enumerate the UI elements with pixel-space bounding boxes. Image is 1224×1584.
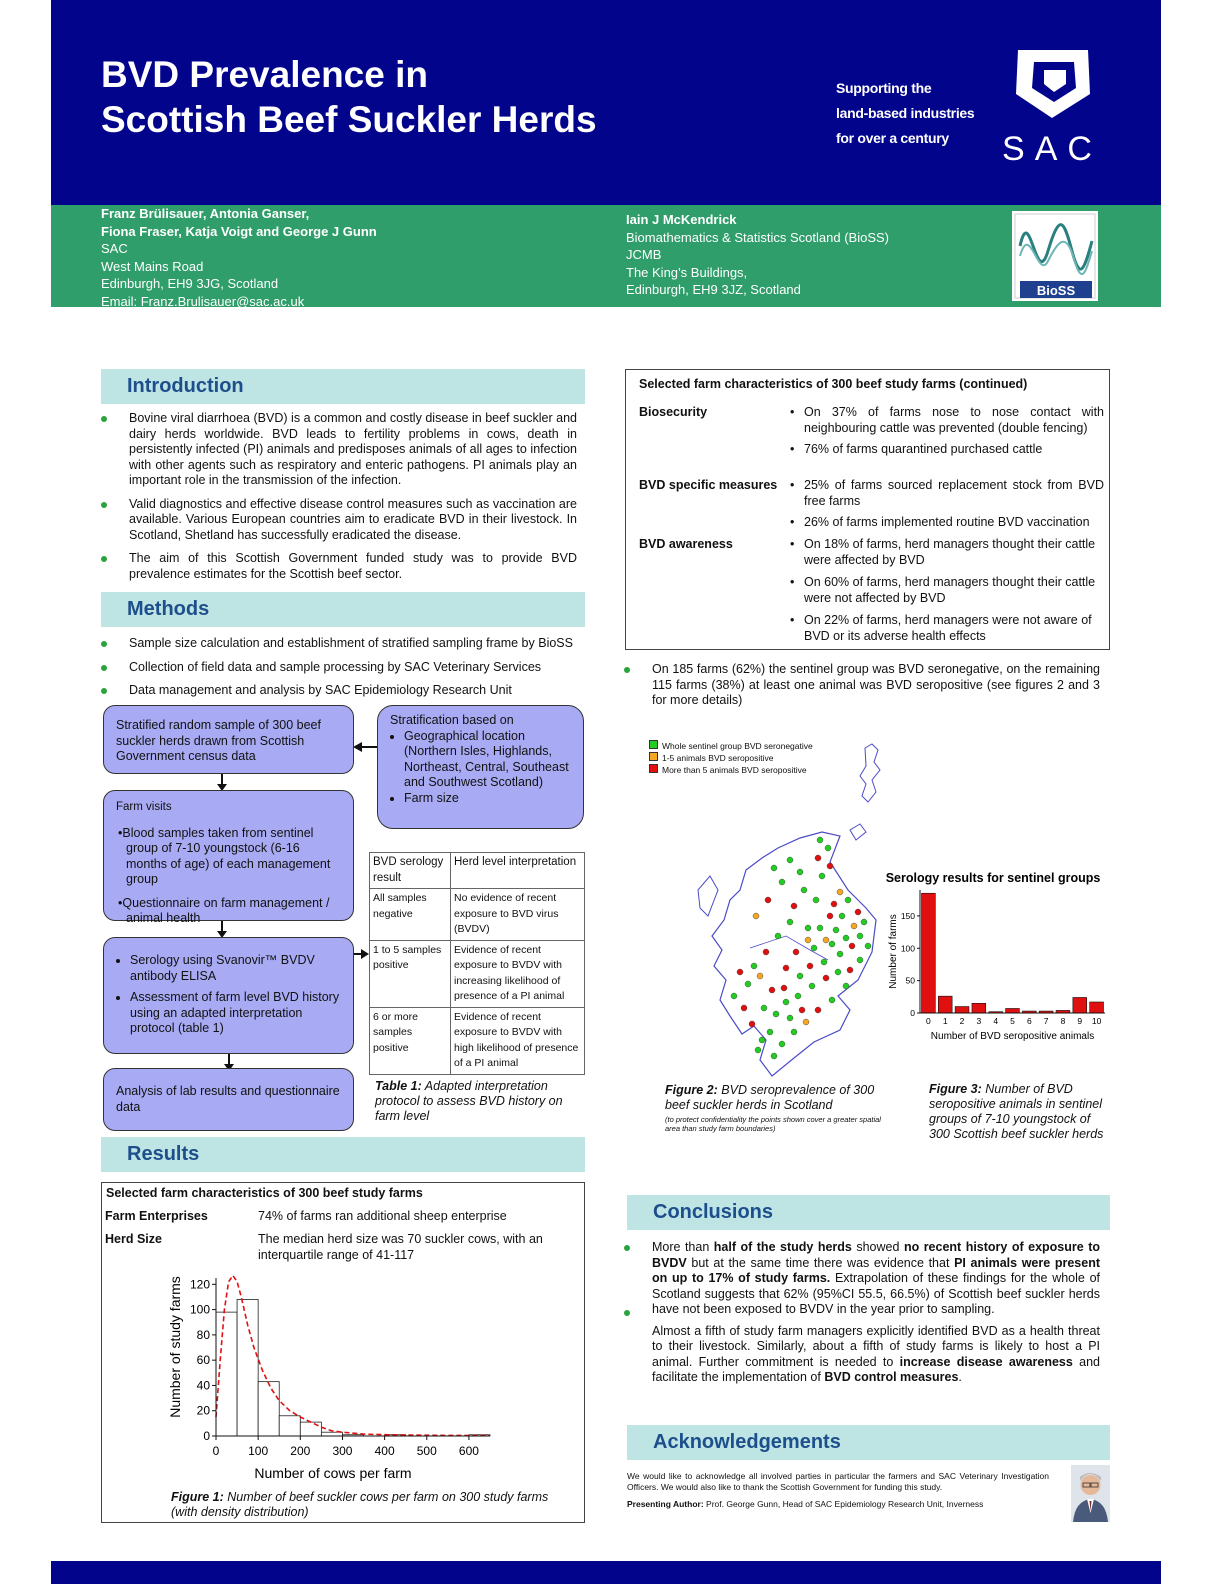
- methods-bullet-2: Collection of field data and sample processing by SAC Veterinary Services: [101, 660, 601, 676]
- acknowledgements-text: We would like to acknowledge all involved parties in particular the farmers and SAC Veterinary Investigation Officers. We would also like to thank the Scottish Government for funding this study.: [627, 1471, 1049, 1492]
- sac-logo-text: SAC: [1002, 130, 1102, 166]
- conclusions-bullet-2: [624, 1324, 1100, 1386]
- farm-point: [851, 923, 857, 929]
- x-tick-label: 1: [942, 1016, 948, 1026]
- y-axis-label: Number of study farms: [167, 1276, 183, 1418]
- x-tick-label: 7: [1043, 1016, 1049, 1026]
- farm-point: [791, 1029, 797, 1035]
- farm-point: [787, 1015, 793, 1021]
- farm-point: [765, 897, 771, 903]
- author-names-1: Franz Brülisauer, Antonia Ganser,: [101, 206, 310, 221]
- x-tick-label: 2: [959, 1016, 965, 1026]
- arrowhead-left-icon: [353, 742, 362, 752]
- histogram-bar: [300, 1422, 321, 1436]
- farm-point: [827, 913, 833, 919]
- biosecurity-list: [790, 405, 1104, 464]
- farm-point: [825, 845, 831, 851]
- farm-point: [809, 983, 815, 989]
- conclusions-text-1: More than half of the study herds showed no recent history of exposure to BVDV but at the same time there was evidence that PI animals were present on up to 17% of study farms. Extrapolation of these findings for the whole of Scotland suggests that 62% (95%CI 55.5, 66.5%) of Scottish beef suckler herds have not been exposed to BVDV in the year prior to sampling.: [652, 1240, 1100, 1316]
- results-heading: Results: [101, 1137, 585, 1172]
- bioss-logo-text: BioSS: [1036, 283, 1076, 298]
- introduction-list: [101, 411, 577, 590]
- tagline: [836, 76, 974, 151]
- legend-item-over-5: More than 5 animals BVD seropositive: [649, 764, 813, 776]
- presenter-photo: [1071, 1465, 1110, 1522]
- farm-point: [817, 837, 823, 843]
- histogram-bar: [321, 1432, 342, 1436]
- results-box-title: Selected farm characteristics of 300 beef study farms: [106, 1186, 423, 1200]
- farm-point: [753, 913, 759, 919]
- histogram-bar: [237, 1299, 258, 1436]
- farm-point: [835, 969, 841, 975]
- farm-point: [783, 965, 789, 971]
- table-row: [370, 940, 585, 1007]
- presenting-author: Presenting Author: Prof. George Gunn, Head of SAC Epidemiology Research Unit, Inverness: [627, 1499, 984, 1509]
- biosecurity-item-2: • 76% of farms quarantined purchased cattle: [790, 442, 1104, 458]
- farm-point: [849, 943, 855, 949]
- bvd-awareness-item-1: • On 18% of farms, herd managers thought their cattle were affected by BVD: [790, 537, 1104, 568]
- bar: [972, 1003, 986, 1013]
- arrow-strat-to-sample: [360, 746, 377, 748]
- farm-point: [793, 949, 799, 955]
- footer-bar: [51, 1561, 1161, 1584]
- stratification-item-2: • Farm size: [404, 791, 571, 807]
- x-tick-label: 10: [1091, 1016, 1102, 1026]
- farm-point: [775, 933, 781, 939]
- farm-point: [787, 919, 793, 925]
- coauthor-address-2: JCMB: [626, 247, 662, 262]
- farm-point: [799, 1007, 805, 1013]
- farm-point: [823, 937, 829, 943]
- sac-logo-icon: [990, 44, 1115, 166]
- conclusions-list: [624, 1240, 1100, 1394]
- authors-left: [101, 205, 377, 310]
- farm-point: [827, 863, 833, 869]
- conclusions-bullet-1: [624, 1240, 1100, 1318]
- farm-point: [797, 869, 803, 875]
- continued-box-title: Selected farm characteristics of 300 beef study farms (continued): [639, 377, 1028, 391]
- introduction-heading: Introduction: [101, 369, 585, 404]
- farm-enterprises-value: 74% of farms ran additional sheep enterprise: [258, 1209, 507, 1223]
- farm-point: [843, 983, 849, 989]
- y-axis-label: Number of farms: [888, 914, 899, 989]
- tagline-line-3: for over a century: [836, 130, 949, 146]
- serology-item-2: • Assessment of farm level BVD history using an adapted interpretation protocol (table 1): [130, 990, 341, 1037]
- farm-enterprises-label: Farm Enterprises: [105, 1209, 208, 1223]
- figure-1-caption: Figure 1: Number of beef suckler cows per farm on 300 study farms (with density distribution): [171, 1490, 549, 1519]
- figure-3-caption: Figure 3: Number of BVD seropositive animals in sentinel groups of 7-10 youngstock of 300 Scottish beef suckler herds: [929, 1082, 1104, 1141]
- coauthor-name: Iain J McKendrick: [626, 212, 737, 227]
- farm-point: [783, 999, 789, 1005]
- y-tick-label: 0: [203, 1429, 210, 1443]
- bvd-measures-list: [790, 478, 1104, 537]
- farm-point: [781, 985, 787, 991]
- farm-point: [737, 969, 743, 975]
- flow-box-farm-visits: [103, 790, 354, 925]
- authors-right: [626, 211, 889, 299]
- poster-title: [101, 52, 661, 142]
- histogram-bar: [258, 1382, 279, 1436]
- flow-box-serology: [103, 937, 354, 1054]
- farm-point: [797, 973, 803, 979]
- y-tick-label: 40: [196, 1378, 210, 1393]
- farm-point: [839, 913, 845, 919]
- bar: [938, 996, 952, 1013]
- farm-point: [815, 1007, 821, 1013]
- farm-point: [791, 903, 797, 909]
- farm-point: [861, 919, 867, 925]
- farm-point: [817, 925, 823, 931]
- farm-point: [757, 973, 763, 979]
- farm-point: [779, 1041, 785, 1047]
- table-cell: All samples negative: [370, 889, 451, 941]
- y-tick-label: 100: [900, 943, 915, 954]
- western-isles-outline: [698, 876, 718, 916]
- x-tick-label: 400: [374, 1444, 395, 1458]
- conclusions-text-2: Almost a fifth of study farm managers explicitly identified BVD as a health threat to their livestock. Similarly, about a fifth of study farms is likely to host a PI animal. Further commitment is needed to increase disease awareness and facilitate the implementation of BVD control measures.: [652, 1323, 1100, 1384]
- bioss-wave-icon: [1012, 211, 1098, 301]
- farm-visits-title: Farm visits: [116, 801, 172, 813]
- y-tick-label: 80: [196, 1327, 210, 1342]
- acknowledgements-heading: Acknowledgements: [627, 1425, 1110, 1460]
- farm-point: [805, 925, 811, 931]
- bar: [1006, 1008, 1020, 1013]
- farm-point: [759, 1037, 765, 1043]
- sentinel-paragraph: On 185 farms (62%) the sentinel group was BVD seronegative, on the remaining 115 farms (38%) at least one animal was BVD seropositive (see figures 2 and 3 for more details): [624, 662, 1100, 717]
- x-tick-label: 0: [212, 1444, 220, 1458]
- author-names-2: Fiona Fraser, Katja Voigt and George J Gunn: [101, 223, 377, 239]
- coauthor-address-1: Biomathematics & Statistics Scotland (BioSS): [626, 229, 889, 245]
- farm-point: [769, 987, 775, 993]
- farm-visits-item-2: •Questionnaire on farm management / animal health: [118, 895, 330, 925]
- figure-1-histogram: [160, 1268, 510, 1486]
- farm-point: [779, 879, 785, 885]
- arrowhead-right-icon: [361, 949, 369, 959]
- bvd-measures-item-1: • 25% of farms sourced replacement stock from BVD free farms: [790, 478, 1104, 509]
- title-line-1: BVD Prevalence in: [101, 54, 428, 95]
- biosecurity-label: Biosecurity: [639, 405, 708, 419]
- coauthor-address-3: The King’s Buildings,: [626, 264, 748, 280]
- herd-size-value: The median herd size was 70 suckler cows, with an interquartile range of 41-117: [258, 1232, 543, 1262]
- author-address-2: West Mains Road: [101, 258, 204, 274]
- serology-item-1: • Serology using Svanovir™ BVDV antibody ELISA: [130, 953, 341, 984]
- x-tick-label: 6: [1026, 1016, 1032, 1026]
- bvd-measures-label: BVD specific measures: [639, 478, 778, 492]
- table-row: [370, 1007, 585, 1074]
- farm-point: [847, 967, 853, 973]
- scotland-map: [690, 740, 910, 1080]
- farm-point: [805, 937, 811, 943]
- author-address-3: Edinburgh, EH9 3JG, Scotland: [101, 276, 279, 291]
- farm-point: [823, 975, 829, 981]
- figure-2-caption: Figure 2: BVD seroprevalence of 300 beef suckler herds in Scotland: [665, 1083, 875, 1112]
- orkney-outline: [850, 824, 866, 840]
- introduction-bullet-1: Bovine viral diarrhoea (BVD) is a common and costly disease in beef suckler and dairy herds worldwide. BVD leads to fertility problems in cows, death in persistently infected (PI) animals and predisposes animals of all ages to infection with other agents such as respiratory and enteric pathogens. PI animals play an important role in the transmission of the infection.: [101, 411, 577, 489]
- figure-2-note: (to protect confidentiality the points shown cover a greater spatial area than study farm boundaries): [665, 1115, 881, 1133]
- author-email[interactable]: Email: Franz.Brulisauer@sac.ac.uk: [101, 293, 305, 309]
- farm-point: [831, 901, 837, 907]
- bar: [1090, 1002, 1104, 1013]
- x-tick-label: 8: [1060, 1016, 1066, 1026]
- x-tick-label: 600: [458, 1444, 479, 1458]
- farm-point: [837, 951, 843, 957]
- tagline-line-2: land-based industries: [836, 105, 975, 121]
- x-tick-label: 200: [290, 1444, 311, 1458]
- x-tick-label: 0: [926, 1016, 931, 1026]
- methods-list: [101, 636, 601, 707]
- table-cell: 1 to 5 samples positive: [370, 940, 451, 1007]
- bvd-awareness-item-2: • On 60% of farms, herd managers thought their cattle were not affected by BVD: [790, 575, 1104, 606]
- farm-point: [819, 873, 825, 879]
- farm-point: [763, 949, 769, 955]
- figure-3-bar-chart: [880, 865, 1110, 1045]
- methods-bullet-1: Sample size calculation and establishment of stratified sampling frame by BioSS: [101, 636, 601, 652]
- table-cell: No evidence of recent exposure to BVD virus (BVDV): [451, 889, 585, 941]
- coauthor-address-4: Edinburgh, EH9 3JZ, Scotland: [626, 282, 801, 297]
- farm-point: [807, 963, 813, 969]
- farm-point: [833, 927, 839, 933]
- interpretation-table: [369, 852, 585, 1075]
- person-icon: [1071, 1465, 1110, 1522]
- title-line-2: Scottish Beef Suckler Herds: [101, 99, 597, 140]
- farm-point: [829, 941, 835, 947]
- farm-point: [829, 997, 835, 1003]
- farm-point: [771, 865, 777, 871]
- y-tick-label: 150: [900, 910, 915, 921]
- table-cell: Evidence of recent exposure to BVDV with increasing likelihood of presence of a PI animal: [451, 940, 585, 1007]
- legend-item-seronegative: Whole sentinel group BVD seronegative: [649, 740, 813, 752]
- farm-point: [755, 1047, 761, 1053]
- y-tick-label: 100: [189, 1302, 210, 1317]
- table-cell: 6 or more samples positive: [370, 1007, 451, 1074]
- farm-point: [821, 959, 827, 965]
- introduction-bullet-2: Valid diagnostics and effective disease control measures such as vaccination are available. Various European countries aim to eradicate BVD in their livestock. In Scotland, Shetland has successfully eradicated the disease.: [101, 497, 577, 544]
- y-tick-label: 120: [189, 1277, 210, 1292]
- farm-point: [745, 981, 751, 987]
- table-1-caption: Table 1: Adapted interpretation protocol to assess BVD history on farm level: [375, 1079, 563, 1123]
- farm-point: [741, 1005, 747, 1011]
- table-header-cell: Herd level interpretation: [451, 853, 585, 889]
- farm-point: [813, 897, 819, 903]
- farm-point: [857, 957, 863, 963]
- farm-point: [845, 897, 851, 903]
- farm-point: [811, 945, 817, 951]
- sac-logo: [990, 44, 1115, 166]
- bvd-awareness-item-3: • On 22% of farms, herd managers were not aware of BVD or its adverse health effects: [790, 613, 1104, 644]
- bvd-awareness-label: BVD awareness: [639, 537, 733, 551]
- chart-title: Serology results for sentinel groups: [885, 871, 1101, 885]
- biosecurity-item-1: • On 37% of farms nose to nose contact with neighbouring cattle was prevented (double fencing): [790, 405, 1104, 436]
- farm-point: [771, 1053, 777, 1059]
- table-row: [370, 889, 585, 941]
- x-tick-label: 5: [1010, 1016, 1015, 1026]
- farm-point: [773, 1011, 779, 1017]
- author-address-1: SAC: [101, 241, 128, 256]
- farm-point: [801, 887, 807, 893]
- bar: [955, 1007, 969, 1013]
- flow-box-stratification: [377, 705, 584, 829]
- farm-point: [865, 943, 871, 949]
- conclusions-heading: Conclusions: [627, 1195, 1110, 1230]
- farm-point: [761, 1005, 767, 1011]
- stratification-title: Stratification based on: [390, 713, 514, 727]
- farm-point: [751, 963, 757, 969]
- farm-visits-item-1: •Blood samples taken from sentinel group of 7-10 youngstock (6-16 months of age) of each management group: [118, 825, 331, 886]
- y-tick-label: 60: [196, 1353, 210, 1368]
- farm-point: [855, 909, 861, 915]
- farm-point: [787, 857, 793, 863]
- farm-point: [815, 855, 821, 861]
- x-tick-label: 300: [332, 1444, 353, 1458]
- introduction-bullet-3: The aim of this Scottish Government funded study was to provide BVD prevalence estimates for the Scottish beef sector.: [101, 551, 577, 582]
- y-tick-label: 50: [905, 975, 915, 986]
- x-tick-label: 500: [416, 1444, 437, 1458]
- flow-box-sample: Stratified random sample of 300 beef suckler herds drawn from Scottish Government census data: [103, 705, 354, 774]
- y-tick-label: 20: [196, 1403, 210, 1418]
- x-tick-label: 9: [1077, 1016, 1083, 1026]
- histogram-bar: [279, 1416, 300, 1436]
- y-tick-label: 0: [910, 1008, 915, 1018]
- methods-heading: Methods: [101, 592, 585, 627]
- x-tick-label: 4: [993, 1016, 999, 1026]
- farm-point: [857, 933, 863, 939]
- flow-box-analysis: Analysis of lab results and questionnaire data: [103, 1068, 354, 1131]
- farm-point: [837, 889, 843, 895]
- x-axis-label: Number of cows per farm: [254, 1465, 412, 1481]
- farm-point: [843, 935, 849, 941]
- legend-item-1-5: 1-5 animals BVD seropositive: [649, 752, 813, 764]
- farm-point: [803, 1019, 809, 1025]
- bar: [1073, 997, 1087, 1013]
- x-tick-label: 3: [976, 1016, 982, 1026]
- stratification-item-1: • Geographical location (Northern Isles, Highlands, Northeast, Central, Southeast and Southwest Scotland): [404, 729, 571, 791]
- x-axis-label: Number of BVD seropositive animals: [930, 1031, 1095, 1042]
- table-cell: Evidence of recent exposure to BVDV with high likelihood of presence of a PI animal: [451, 1007, 585, 1074]
- shetland-outline: [860, 744, 880, 802]
- bvd-measures-item-2: • 26% of farms implemented routine BVD vaccination: [790, 515, 1104, 531]
- farm-point: [767, 1029, 773, 1035]
- farm-point: [749, 1021, 755, 1027]
- table-header-cell: BVD serology result: [370, 853, 451, 889]
- bioss-logo: [1012, 211, 1098, 301]
- table-header-row: [370, 853, 585, 889]
- herd-size-label: Herd Size: [105, 1232, 162, 1246]
- farm-point: [795, 993, 801, 999]
- tagline-line-1: Supporting the: [836, 80, 932, 96]
- methods-bullet-3: Data management and analysis by SAC Epidemiology Research Unit: [101, 683, 601, 699]
- x-tick-label: 100: [248, 1444, 269, 1458]
- bar: [922, 893, 936, 1013]
- farm-point: [731, 993, 737, 999]
- bvd-awareness-list: [790, 537, 1104, 650]
